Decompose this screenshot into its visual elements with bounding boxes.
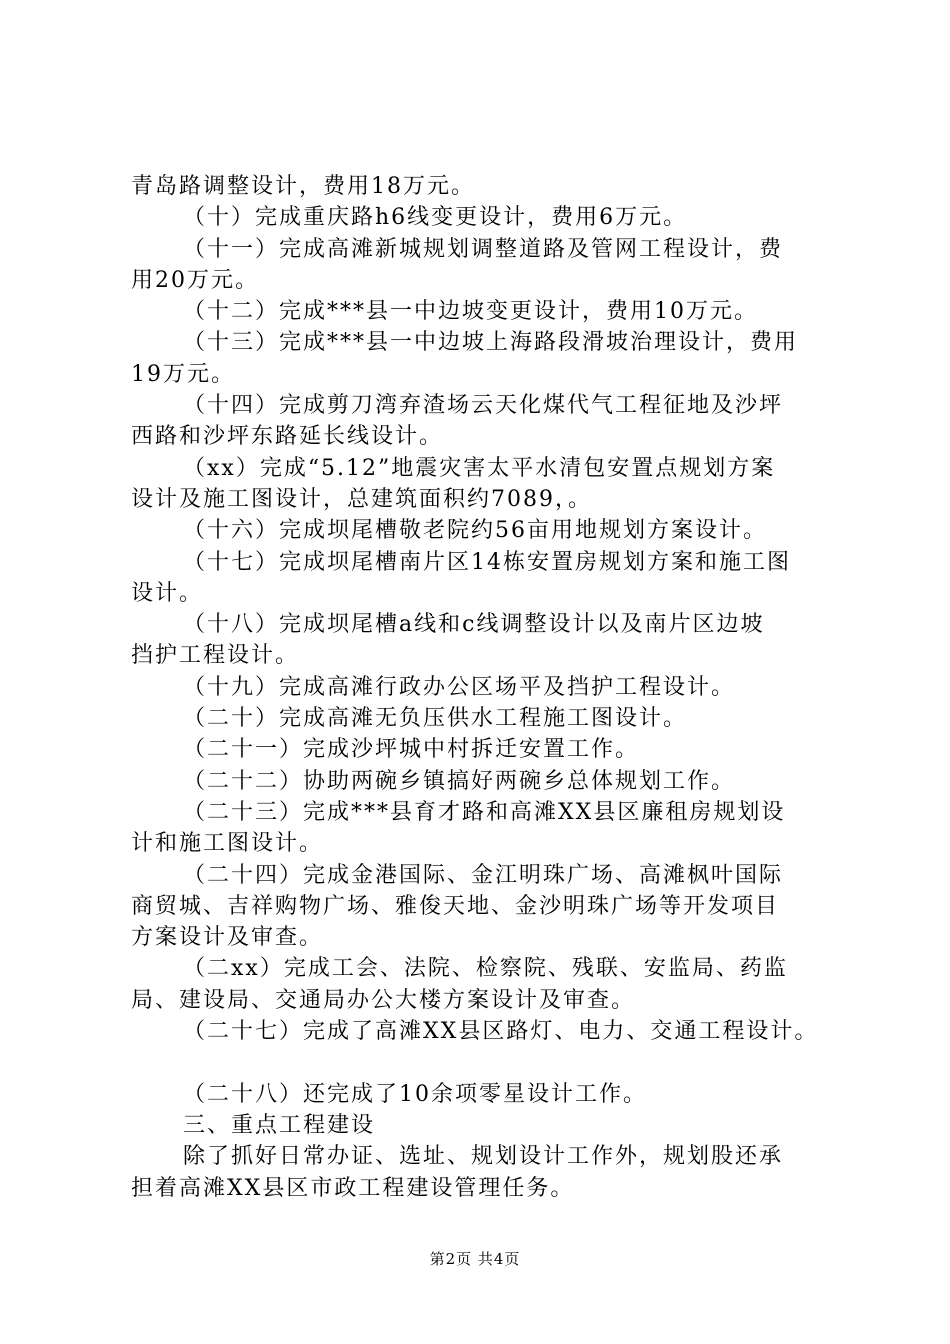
text-line: （十九）完成高滩行政办公区场平及挡护工程设计。 [183,674,736,700]
text-line: （二十）完成高滩无负压供水工程施工图设计。 [183,706,688,732]
text-line: 三、重点工程建设 [183,1112,376,1138]
text-line: （十四）完成剪刀湾弃渣场云天化煤代气工程征地及沙坪 [183,393,784,419]
text-line: 设计。 [131,580,204,606]
text-line: （二十七）完成了高滩XX县区路灯、电力、交通工程设计。 [183,1019,819,1045]
text-line: （十二）完成***县一中边坡变更设计，费用10万元。 [183,299,758,325]
text-line: （十六）完成坝尾槽敬老院约56亩用地规划方案设计。 [183,518,767,544]
text-line: 担着高滩XX县区市政工程建设管理任务。 [131,1175,575,1201]
text-line: 计和施工图设计。 [131,831,324,857]
text-line: （xx）完成“5.12”地震灾害太平水清包安置点规划方案 [183,455,776,481]
text-line: （十）完成重庆路h6线变更设计，费用6万元。 [183,205,688,231]
text-line: （二十四）完成金港国际、金江明珠广场、高滩枫叶国际 [183,862,784,888]
text-line: （十八）完成坝尾槽a线和c线调整设计以及南片区边坡 [183,612,765,638]
text-line: 19万元。 [131,361,235,387]
document-body [131,171,831,1204]
text-line: （二十二）协助两碗乡镇搞好两碗乡总体规划工作。 [183,768,736,794]
text-line: （二十八）还完成了10余项零星设计工作。 [183,1081,647,1107]
text-line: （十三）完成***县一中边坡上海路段滑坡治理设计，费用 [183,330,799,356]
text-line: 方案设计及审查。 [131,925,324,951]
text-line: （十一）完成高滩新城规划调整道路及管网工程设计，费 [183,236,784,262]
text-line: 商贸城、吉祥购物广场、雅俊天地、金沙明珠广场等开发项目 [131,893,780,919]
text-line: 局、建设局、交通局办公大楼方案设计及审查。 [131,987,636,1013]
text-line: 西路和沙坪东路延长线设计。 [131,424,444,450]
text-line: （二十三）完成***县育才路和高滩XX县区廉租房规划设 [183,799,786,825]
blank-line [131,1047,831,1078]
page-footer: 第2页 共4页 [429,1250,521,1268]
text-line: （二xx）完成工会、法院、检察院、残联、安监局、药监 [183,956,788,982]
text-line: 青岛路调整设计，费用18万元。 [131,174,475,199]
text-line: 除了抓好日常办证、选址、规划设计工作外，规划股还承 [183,1144,784,1170]
text-line: （十七）完成坝尾槽南片区14栋安置房规划方案和施工图 [183,549,791,575]
text-line: 用20万元。 [131,267,259,293]
text-line: 设计及施工图设计，总建筑面积约7089，。 [131,486,592,512]
text-line: （二十一）完成沙坪城中村拆迁安置工作。 [183,737,640,763]
text-line: 挡护工程设计。 [131,643,300,669]
